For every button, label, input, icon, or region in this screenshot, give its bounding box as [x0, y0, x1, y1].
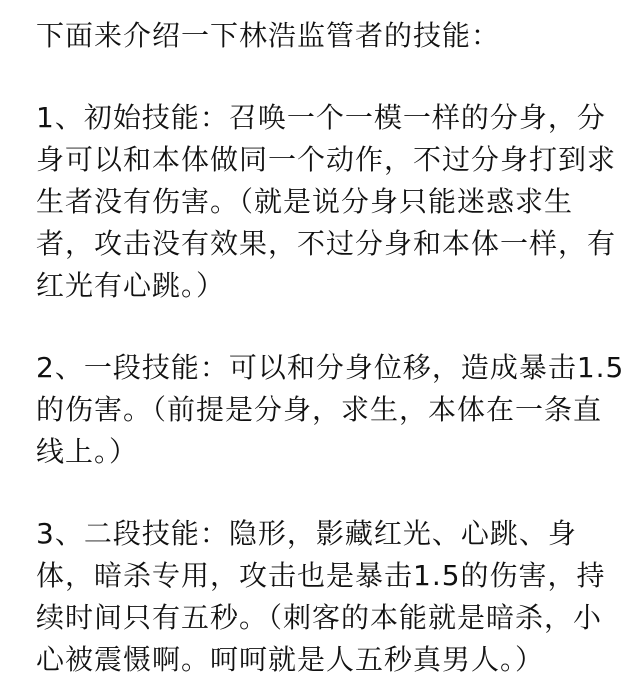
- skill-3-line-1: 3、二段技能：隐形，影藏红光、心跳、身: [36, 517, 577, 550]
- skill-2-line-1: 2、一段技能：可以和分身位移，造成暴击1.5: [36, 351, 625, 384]
- skill-2-line-2: 的伤害。（前提是分身，求生，本体在一条直: [36, 393, 603, 426]
- paragraph-gap: [36, 307, 610, 347]
- skill-2-paragraph: [36, 347, 625, 473]
- paragraph-gap: [36, 473, 610, 513]
- intro-text: [36, 15, 610, 57]
- skill-3-line-2: 体，暗杀专用，攻击也是暴击1.5的伤害，持: [36, 559, 606, 592]
- skill-2-line-3: 线上。）: [36, 435, 139, 468]
- skill-1-line-5: 红光有心跳。）: [36, 269, 226, 302]
- skill-1-line-2: 身可以和本体做同一个动作，不过分身打到求: [36, 143, 617, 176]
- skill-1-line-4: 者，攻击没有效果，不过分身和本体一样，有: [36, 227, 617, 260]
- skill-1-paragraph: [36, 97, 617, 307]
- intro-line: 下面来介绍一下林浩监管者的技能：: [36, 19, 501, 52]
- paragraph-gap: [36, 57, 610, 97]
- skill-1-line-1: 1、初始技能：召唤一个一模一样的分身，分: [36, 101, 606, 134]
- skill-3-paragraph: [36, 513, 610, 681]
- skill-3-line-4: 心被震慑啊。呵呵就是人五秒真男人。）: [36, 643, 545, 676]
- skill-3-line-3: 续时间只有五秒。（刺客的本能就是暗杀，小: [36, 601, 603, 634]
- skill-1-line-3: 生者没有伤害。（就是说分身只能迷惑求生: [36, 185, 574, 218]
